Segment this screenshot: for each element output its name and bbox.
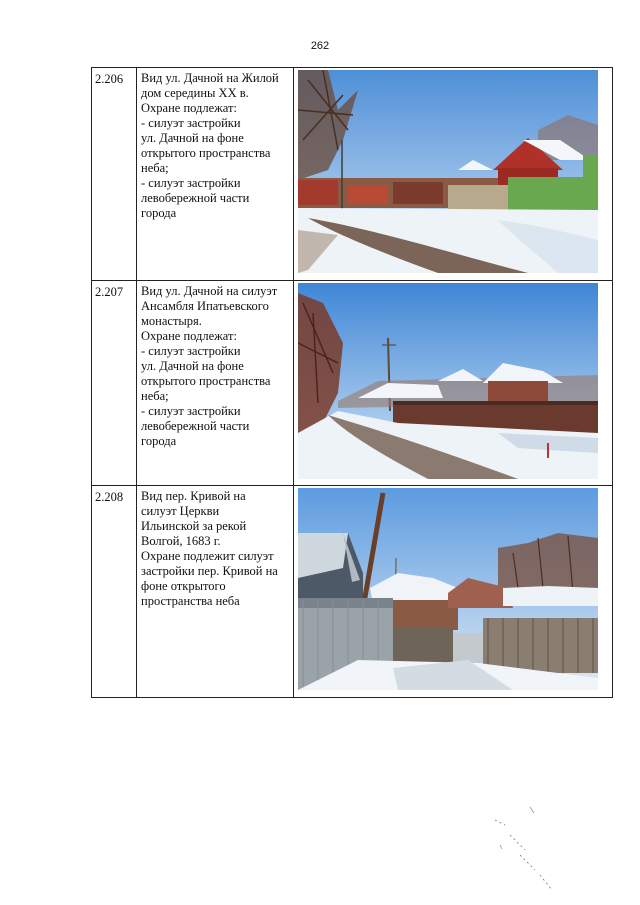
description-line: силуэт Церкви xyxy=(141,504,220,518)
description-line: Охране подлежат: xyxy=(141,329,237,343)
table-row xyxy=(92,281,613,486)
description-line: левобережной части xyxy=(141,191,250,205)
row-number: 2.206 xyxy=(92,68,137,281)
description-line: Вид ул. Дачной на силуэт xyxy=(141,284,278,298)
description-line: - силуэт застройки xyxy=(141,404,241,418)
table-row xyxy=(92,68,613,281)
description-line: Волгой, 1683 г. xyxy=(141,534,221,548)
description-line: Ильинской за рекой xyxy=(141,519,247,533)
description-line: Охране подлежит силуэт xyxy=(141,549,274,563)
row-photo xyxy=(294,68,613,281)
description-line: дом середины XX в. xyxy=(141,86,249,100)
description-line: - силуэт застройки xyxy=(141,116,241,130)
description-line: Ансамбля Ипатьевского xyxy=(141,299,269,313)
description-line: - силуэт застройки xyxy=(141,176,241,190)
description-line: левобережной части xyxy=(141,419,250,433)
table-row xyxy=(92,486,613,698)
description-line: города xyxy=(141,206,177,220)
row-description xyxy=(137,281,294,486)
scan-artifact-marks xyxy=(490,805,570,895)
row-number: 2.208 xyxy=(92,486,137,698)
row-description xyxy=(137,486,294,698)
row-number: 2.207 xyxy=(92,281,137,486)
description-line: Вид ул. Дачной на Жилой xyxy=(141,71,279,85)
description-line: - силуэт застройки xyxy=(141,344,241,358)
description-line: неба; xyxy=(141,389,169,403)
row-description xyxy=(137,68,294,281)
description-line: застройки пер. Кривой на xyxy=(141,564,278,578)
street-photo-2-208 xyxy=(298,488,598,690)
street-photo-2-207 xyxy=(298,283,598,479)
row-photo xyxy=(294,281,613,486)
heritage-views-table xyxy=(91,67,613,698)
description-line: Вид пер. Кривой на xyxy=(141,489,246,503)
description-line: пространства неба xyxy=(141,594,240,608)
page-number: 262 xyxy=(310,40,330,52)
description-line: открытого пространства xyxy=(141,374,271,388)
row-photo xyxy=(294,486,613,698)
description-line: неба; xyxy=(141,161,169,175)
street-photo-2-206 xyxy=(298,70,598,273)
description-line: ул. Дачной на фоне xyxy=(141,359,244,373)
description-line: Охране подлежат: xyxy=(141,101,237,115)
description-line: города xyxy=(141,434,177,448)
description-line: открытого пространства xyxy=(141,146,271,160)
description-line: монастыря. xyxy=(141,314,202,328)
description-line: ул. Дачной на фоне xyxy=(141,131,244,145)
description-line: фоне открытого xyxy=(141,579,226,593)
